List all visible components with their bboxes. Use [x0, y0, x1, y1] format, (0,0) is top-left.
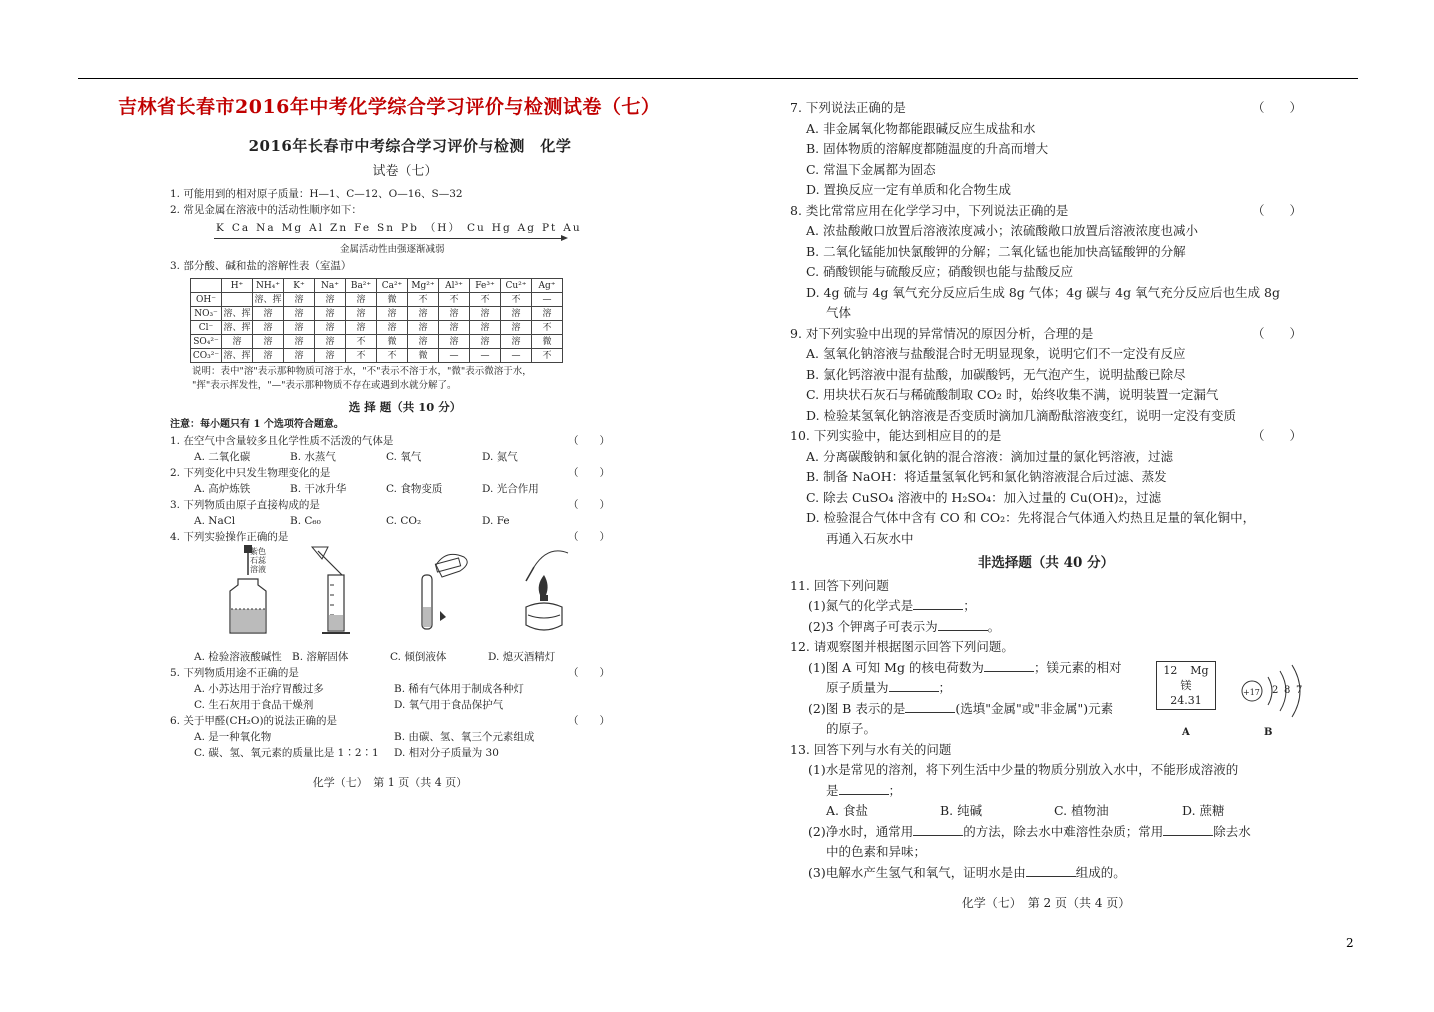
- question-8: [790, 201, 1302, 222]
- table-cell: 不: [532, 349, 563, 363]
- answer-blank[interactable]: [1026, 864, 1076, 877]
- table-cell: —: [439, 349, 470, 363]
- option: D. 检验某氢氧化钠溶液是否变质时滴加几滴酚酞溶液变红，说明一定没有变质: [806, 407, 1237, 423]
- series-item: Hg: [491, 222, 512, 234]
- option: A. 分离碳酸钠和氯化钠的混合溶液：滴加过量的氯化钙溶液，过滤: [806, 448, 1173, 464]
- table-note: "挥"表示挥发性，"—"表示那种物质不存在或遇到水就分解了。: [192, 380, 457, 391]
- option: B. 二氧化锰能加快氯酸钾的分解；二氧化锰也能加快高锰酸钾的分解: [806, 243, 1186, 259]
- answer-paren: （ ）: [568, 715, 610, 727]
- options: [194, 697, 610, 713]
- option: C. 除去 CuSO₄ 溶液中的 H₂SO₄：加入过量的 Cu(OH)₂，过滤: [806, 489, 1162, 505]
- table-cell: 不: [532, 321, 563, 335]
- answer-blank[interactable]: [889, 679, 939, 692]
- table-note: 说明：表中"溶"表示那种物质可溶于水，"不"表示不溶于水，"微"表示微溶于水，: [192, 366, 532, 377]
- text: (2)净水时，通常用: [808, 823, 914, 839]
- text: 的方法，除去水中难溶性杂质；常用: [963, 823, 1164, 839]
- option: C. 生石灰用于食品干燥剂: [194, 699, 314, 711]
- page-footer: 化学（七） 第 1 页（共 4 页）: [312, 776, 468, 789]
- answer-paren: （ ）: [1251, 100, 1302, 115]
- shell-electrons: 7: [1296, 685, 1303, 696]
- answer-paren: （ ）: [1251, 202, 1302, 218]
- series-item: Al: [309, 222, 325, 234]
- arrow-icon: [214, 236, 570, 242]
- table-cell: 溶: [253, 321, 284, 335]
- table-cell: 溶: [439, 321, 470, 335]
- table-cell: 溶: [284, 293, 315, 307]
- option-continued: 再通入石灰水中: [826, 530, 914, 546]
- question-stem: 9. 对下列实验中出现的异常情况的原因分析，合理的是: [790, 325, 1094, 341]
- question-12-part-1: [808, 658, 1302, 679]
- table-cell: 不: [377, 349, 408, 363]
- option: B. 稀有气体用于制成各种灯: [394, 683, 524, 695]
- answer-paren: （ ）: [568, 667, 610, 679]
- option: D. 氮气: [482, 451, 518, 463]
- info-atomic-mass: 1. 可能用到的相对原子质量：H—1、C—12、O—16、S—32: [170, 188, 463, 200]
- option: A. 非金属氧化物都能跟碱反应生成盐和水: [806, 120, 1036, 136]
- option: B. 氯化钙溶液中混有盐酸，加碳酸钙，无气泡产生，说明盐酸已除尽: [806, 366, 1186, 382]
- option: A. 小苏达用于治疗胃酸过多: [194, 683, 324, 695]
- table-cell: Cu²⁺: [501, 279, 532, 293]
- table-cell: [191, 279, 222, 293]
- option: C. 常温下金属都为固态: [806, 161, 936, 177]
- table-row: [191, 349, 563, 363]
- question-stem: 1. 在空气中含量较多且化学性质不活泼的气体是: [170, 435, 394, 447]
- element-name: 镁: [1180, 679, 1192, 692]
- table-cell: 溶: [501, 307, 532, 321]
- table-cell: 溶: [377, 307, 408, 321]
- table-cell: 溶: [315, 293, 346, 307]
- table-cell: 溶: [315, 349, 346, 363]
- text: 除去水: [1213, 823, 1251, 839]
- options: [194, 513, 610, 529]
- table-cell: SO₄²⁻: [191, 335, 222, 349]
- option: A. 浓盐酸敞口放置后溶液浓度减小；浓硫酸敞口放置后溶液浓度也减小: [806, 223, 1198, 238]
- option: A. 检验溶液酸碱性: [194, 651, 282, 663]
- table-cell: —: [501, 349, 532, 363]
- text: 的原子。: [826, 721, 877, 736]
- table-cell: 微: [408, 349, 439, 363]
- table-cell: Na⁺: [315, 279, 346, 293]
- series-item: Mg: [281, 222, 304, 234]
- option: C. 硝酸钡能与硫酸反应；硝酸钡也能与盐酸反应: [806, 264, 1074, 279]
- series-item: K: [216, 222, 226, 234]
- question-13-part-2: [808, 822, 1302, 843]
- pouring-liquid-icon: [400, 545, 480, 637]
- table-cell: NO₃⁻: [191, 307, 222, 321]
- option: C. 用块状石灰石与稀硫酸制取 CO₂ 时，始终收集不满，说明装置一定漏气: [806, 387, 1219, 402]
- table-row: [191, 335, 563, 349]
- table-cell: 溶: [408, 335, 439, 349]
- text: 。: [987, 618, 1001, 634]
- table-cell: OH⁻: [191, 293, 222, 307]
- series-item: Fe: [354, 222, 372, 234]
- table-row: [191, 321, 563, 335]
- question-stem: 8. 类比常常应用在化学学习中，下列说法正确的是: [790, 202, 1069, 218]
- options: [826, 801, 1302, 822]
- question-stem: 7. 下列说法正确的是: [790, 100, 906, 115]
- question-5: [170, 665, 610, 681]
- option: C. CO₂: [386, 515, 422, 527]
- document-title: 吉林省长春市2016年中考化学综合学习评价与检测试卷（七）: [118, 96, 661, 118]
- table-cell: 不: [346, 335, 377, 349]
- table-cell: Cl⁻: [191, 321, 222, 335]
- answer-blank[interactable]: [938, 618, 988, 631]
- series-item: Zn: [330, 222, 349, 234]
- option: A. 是一种氧化物: [194, 731, 272, 743]
- table-cell: 溶: [253, 307, 284, 321]
- table-cell: Fe³⁺: [470, 279, 501, 293]
- series-item: Au: [563, 222, 582, 234]
- table-cell: 不: [501, 293, 532, 307]
- options: [194, 681, 610, 697]
- table-cell: 溶: [470, 335, 501, 349]
- solubility-table: [190, 278, 563, 363]
- section-title: 非选择题（共 40 分）: [977, 555, 1115, 571]
- shell-electrons: 2: [1272, 685, 1279, 696]
- section-title: 选 择 题（共 10 分）: [348, 400, 462, 414]
- question-11: 11. 回答下列问题: [790, 577, 889, 593]
- table-cell: 溶、挥: [223, 322, 251, 333]
- option: B. 纯碱: [940, 803, 983, 818]
- table-cell: CO₃²⁻: [191, 349, 222, 363]
- option: B. 由碳、氢、氧三个元素组成: [394, 731, 535, 743]
- table-cell: 溶、挥: [223, 308, 251, 319]
- element-card-mg: [1156, 661, 1216, 710]
- text: ；: [888, 782, 902, 798]
- answer-blank[interactable]: [905, 700, 955, 713]
- table-cell: 溶: [470, 321, 501, 335]
- text: (3)电解水产生氢气和氧气，证明水是由: [808, 864, 1026, 880]
- table-cell: 溶: [408, 321, 439, 335]
- table-cell: [222, 293, 253, 307]
- options: [194, 729, 610, 745]
- answer-blank[interactable]: [839, 782, 889, 795]
- answer-paren: （ ）: [568, 531, 610, 543]
- table-cell: 溶: [346, 293, 377, 307]
- alcohol-lamp-icon: [504, 545, 584, 637]
- figure-label-a: A: [1182, 727, 1190, 738]
- question-10: [790, 426, 1302, 447]
- options: [194, 481, 610, 497]
- table-cell: 溶: [315, 321, 346, 335]
- option: B. 干冰升华: [290, 483, 347, 495]
- table-cell: —: [532, 293, 563, 307]
- figure-label: 紫色石蕊溶液: [250, 547, 266, 574]
- option: D. 氧气用于食品保护气: [394, 699, 504, 711]
- question-13-part-1-cont: [826, 781, 1302, 802]
- info-solubility: 3. 部分酸、碱和盐的溶解性表（室温）: [170, 260, 352, 272]
- option: D. 4g 硫与 4g 氧气充分反应后生成 8g 气体；4g 碳与 4g 氧气充分反应后也生成 8g: [806, 284, 1281, 300]
- text: (2)图 B 表示的是: [808, 700, 906, 716]
- question-stem: 2. 下列变化中只发生物理变化的是: [170, 467, 331, 479]
- table-cell: 溶: [284, 335, 315, 349]
- question-13: 13. 回答下列与水有关的问题: [790, 741, 952, 757]
- header-rule: [78, 78, 1358, 79]
- series-item: Pt: [541, 222, 558, 234]
- table-cell: Mg²⁺: [408, 279, 439, 293]
- text: ；: [963, 598, 976, 613]
- question-stem: 12. 请观察图并根据图示回答下列问题。: [790, 639, 1014, 654]
- question-11-part-1: [808, 596, 1302, 617]
- answer-blank[interactable]: [1163, 823, 1213, 836]
- answer-paren: （ ）: [1251, 325, 1302, 341]
- table-cell: 溶: [284, 307, 315, 321]
- page-number: 2: [1346, 936, 1354, 950]
- table-cell: 不: [439, 293, 470, 307]
- table-cell: Ag⁺: [532, 279, 563, 293]
- table-cell: 微: [532, 335, 563, 349]
- table-cell: 溶: [284, 349, 315, 363]
- figure-label-b: B: [1264, 727, 1273, 738]
- table-row: [191, 293, 563, 307]
- table-cell: 溶: [315, 307, 346, 321]
- table-cell: 不: [470, 293, 501, 307]
- option: C. 食物变质: [386, 483, 443, 495]
- question-stem: 6. 关于甲醛(CH₂O)的说法正确的是: [170, 715, 338, 727]
- answer-blank[interactable]: [984, 659, 1034, 672]
- text: (1)氮气的化学式是: [808, 598, 914, 613]
- table-cell: 微: [377, 293, 408, 307]
- table-header-row: [191, 279, 563, 293]
- question-9: [790, 324, 1302, 345]
- table-cell: 溶: [470, 307, 501, 321]
- table-cell: 不: [408, 293, 439, 307]
- right-page: [790, 98, 1302, 914]
- table-cell: 溶: [408, 307, 439, 321]
- bottle-dropper-icon: [208, 545, 288, 637]
- option: C. 碳、氢、氧元素的质量比是 1∶2∶1: [194, 747, 379, 759]
- text: 原子质量为: [826, 680, 889, 695]
- option: C. 氧气: [386, 451, 422, 463]
- table-cell: 溶: [439, 307, 470, 321]
- option: C. 倾倒液体: [390, 651, 447, 663]
- exam-title: 2016年长春市中考综合学习评价与检测 化学: [248, 137, 572, 155]
- atomic-mass: 24.31: [1170, 694, 1202, 707]
- option: D. 检验混合气体中含有 CO 和 CO₂：先将混合气体通入灼热且足量的氧化铜中，: [806, 510, 1256, 525]
- option: D. 相对分子质量为 30: [394, 747, 499, 759]
- table-cell: Al³⁺: [439, 279, 470, 293]
- option: A. 氢氧化钠溶液与盐酸混合时无明显现象，说明它们不一定没有反应: [806, 346, 1186, 361]
- question-stem: 4. 下列实验操作正确的是: [170, 531, 289, 543]
- table-cell: Ca²⁺: [377, 279, 408, 293]
- option: D. Fe: [482, 515, 510, 527]
- option: A. NaCl: [194, 515, 236, 527]
- series-item: Pb: [401, 222, 419, 234]
- option: A. 二氧化碳: [194, 451, 251, 463]
- table-cell: 溶: [222, 335, 253, 349]
- series-item: Cu: [466, 222, 486, 234]
- option: A. 高炉炼铁: [194, 483, 251, 495]
- table-cell: 溶: [346, 307, 377, 321]
- answer-paren: （ ）: [568, 499, 610, 511]
- table-cell: 溶: [501, 321, 532, 335]
- notice: 注意：每小题只有 1 个选项符合题意。: [170, 419, 344, 430]
- table-cell: NH₄⁺: [253, 279, 284, 293]
- options: [194, 449, 610, 465]
- table-cell: K⁺: [284, 279, 315, 293]
- table-cell: 溶: [284, 321, 315, 335]
- option: A. 食盐: [826, 803, 868, 818]
- activity-series: [216, 220, 610, 236]
- option: B. 制备 NaOH：将适量氢氧化钙和氯化钠溶液混合后过滤、蒸发: [806, 469, 1167, 484]
- text: (1)图 A 可知 Mg 的核电荷数为: [808, 659, 984, 675]
- table-cell: 溶: [315, 335, 346, 349]
- atomic-number: 12: [1163, 664, 1178, 677]
- series-note: 金属活动性由强逐渐减弱: [340, 244, 445, 255]
- answer-paren: （ ）: [1251, 428, 1302, 443]
- option: D. 光合作用: [482, 483, 539, 495]
- text: 组成的。: [1075, 864, 1126, 880]
- experiment-figures: [194, 545, 610, 649]
- option: C. 植物油: [1054, 803, 1109, 818]
- table-cell: 溶: [346, 321, 377, 335]
- text: ；: [938, 680, 952, 695]
- table-cell: 不: [346, 349, 377, 363]
- table-cell: 微: [377, 335, 408, 349]
- page-footer: 化学（七） 第 2 页（共 4 页）: [961, 896, 1131, 910]
- question-12-part-1-cont: [826, 678, 1302, 699]
- text: (1)水是常见的溶剂，将下列生活中少量的物质分别放入水中，不能形成溶液的: [808, 762, 1239, 777]
- info-activity-series: 2. 常见金属在溶液中的活动性顺序如下：: [170, 204, 362, 216]
- series-item: Na: [256, 222, 276, 234]
- series-item: Sn: [377, 222, 396, 234]
- option: B. 溶解固体: [292, 651, 349, 663]
- nucleus-charge: +17: [1243, 688, 1260, 697]
- table-cell: 溶: [532, 307, 563, 321]
- table-cell: 溶: [253, 349, 284, 363]
- option-continued: 气体: [826, 305, 852, 320]
- question-1: [170, 433, 610, 449]
- question-13-part-3: [808, 863, 1302, 884]
- measuring-cylinder-icon: [298, 545, 378, 637]
- answer-paren: （ ）: [568, 435, 610, 447]
- shell-electrons: 8: [1284, 685, 1291, 696]
- series-item: （H）: [424, 222, 461, 234]
- table-cell: Ba²⁺: [346, 279, 377, 293]
- options: [194, 745, 610, 761]
- question-6: [170, 713, 610, 729]
- option: D. 蔗糖: [1182, 803, 1225, 818]
- answer-blank[interactable]: [913, 597, 963, 610]
- option: B. C₆₀: [290, 515, 321, 527]
- question-12-part-2: [808, 699, 1302, 720]
- options: [194, 649, 610, 665]
- option: D. 熄灭酒精灯: [488, 651, 556, 663]
- question-7: [790, 98, 1302, 119]
- option: D. 置换反应一定有单质和化合物生成: [806, 182, 1012, 197]
- text: 是: [826, 782, 839, 798]
- table-cell: 溶、挥: [223, 350, 251, 361]
- question-stem: 10. 下列实验中，能达到相应目的的是: [790, 428, 1002, 443]
- question-stem: 5. 下列物质用途不正确的是: [170, 667, 299, 679]
- option: B. 固体物质的溶解度都随温度的升高而增大: [806, 141, 1049, 156]
- question-4: [170, 529, 610, 545]
- answer-blank[interactable]: [913, 823, 963, 836]
- element-symbol: Mg: [1190, 664, 1209, 677]
- question-11-part-2: [808, 617, 1302, 638]
- left-page: [170, 138, 610, 791]
- paper-number: 试卷（七）: [372, 164, 438, 179]
- question-3: [170, 497, 610, 513]
- question-stem: 3. 下列物质由原子直接构成的是: [170, 499, 320, 511]
- question-12: [790, 637, 1302, 740]
- series-item: Ca: [231, 222, 251, 234]
- table-cell: 溶: [439, 335, 470, 349]
- text: 中的色素和异味；: [826, 844, 927, 859]
- answer-paren: （ ）: [568, 467, 610, 479]
- table-cell: 溶: [377, 321, 408, 335]
- table-cell: 溶、挥: [254, 294, 282, 305]
- question-2: [170, 465, 610, 481]
- text: (选填"金属"或"非金属")元素: [955, 700, 1114, 716]
- text: (2)3 个钾离子可表示为: [808, 618, 938, 634]
- option: B. 水蒸气: [290, 451, 336, 463]
- table-row: [191, 307, 563, 321]
- table-cell: 溶: [253, 335, 284, 349]
- table-cell: —: [470, 349, 501, 363]
- table-cell: H⁺: [222, 279, 253, 293]
- series-item: Ag: [517, 222, 536, 234]
- table-cell: 溶: [501, 335, 532, 349]
- text: ；镁元素的相对: [1033, 659, 1122, 675]
